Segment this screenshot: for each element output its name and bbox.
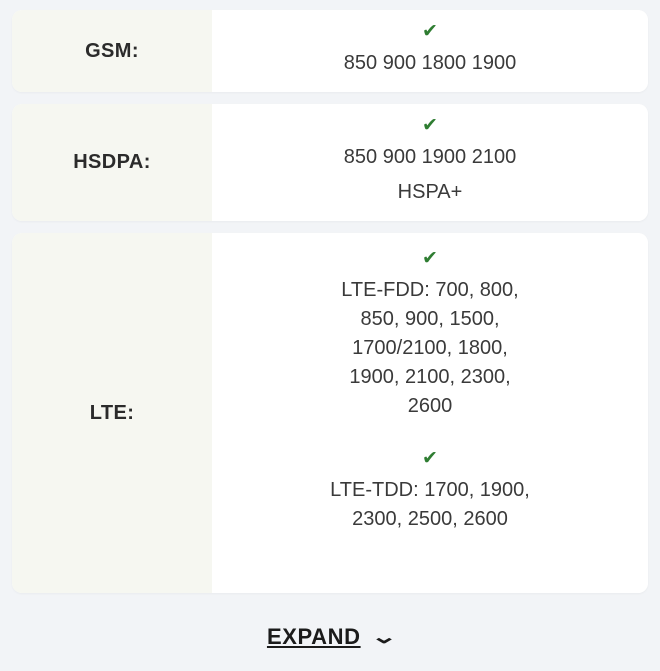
check-icon: ✔ — [422, 21, 438, 42]
spec-block — [226, 20, 634, 78]
spec-value-hsdpa — [212, 104, 648, 221]
spec-block — [226, 447, 634, 534]
spec-block — [226, 247, 634, 421]
check-icon: ✔ — [422, 448, 438, 469]
spec-block — [226, 114, 634, 207]
spec-row-gsm — [12, 10, 648, 92]
spec-value-lte — [212, 233, 648, 593]
spec-value-line: 850 900 1900 2100 — [343, 146, 517, 168]
spec-label-lte: LTE: — [12, 233, 212, 593]
spec-label-hsdpa: HSDPA: — [12, 104, 212, 221]
expand-button[interactable] — [0, 603, 660, 671]
spec-value-line: LTE-TDD: 1700, 1900, 2300, 2500, 2600 — [330, 479, 530, 530]
spec-row-hsdpa — [12, 104, 648, 221]
spec-row-lte — [12, 233, 648, 593]
chevron-down-icon: ⌄ — [370, 625, 398, 648]
expand-label: EXPAND — [266, 624, 361, 649]
check-icon: ✔ — [422, 115, 438, 136]
spec-value-gsm — [212, 10, 648, 92]
spec-value-line: LTE-FDD: 700, 800, 850, 900, 1500, 1700/2100, 1800, 1900, 2100, 2300, 2600 — [341, 279, 519, 417]
spec-value-line: 850 900 1800 1900 — [343, 52, 517, 74]
spec-value-line: HSPA+ — [397, 181, 463, 203]
check-icon: ✔ — [422, 248, 438, 269]
spec-label-gsm: GSM: — [12, 10, 212, 92]
